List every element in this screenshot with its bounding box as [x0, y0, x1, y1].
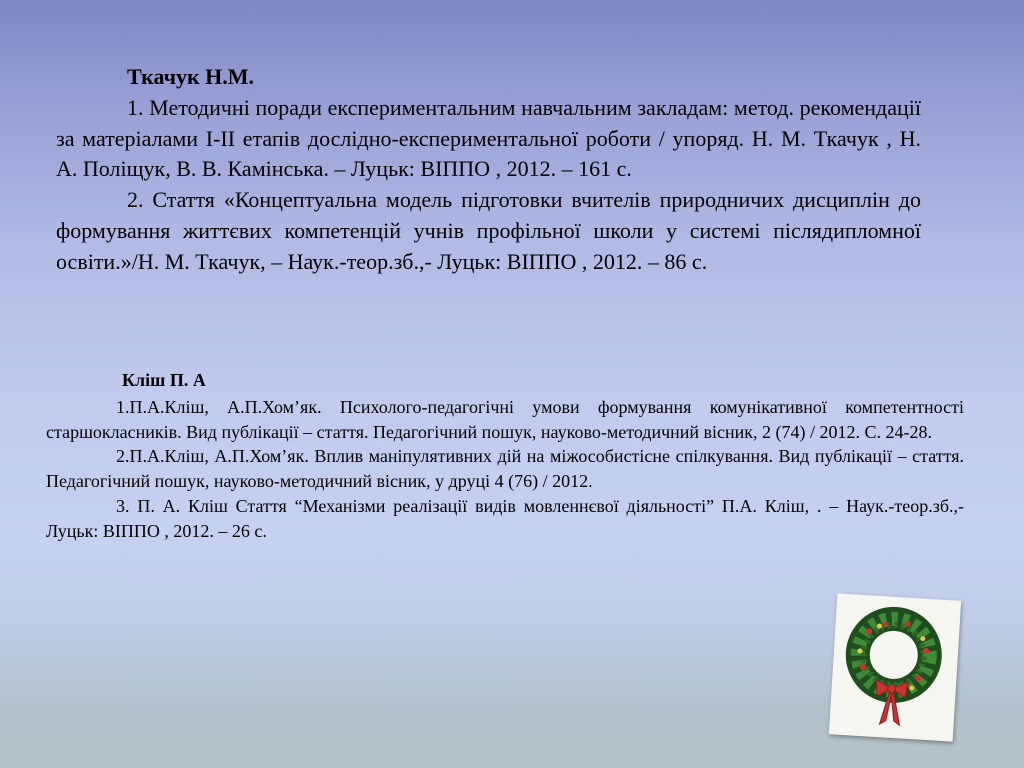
- publication-item: 3. П. А. Кліш Стаття “Механізми реалізації видів мовленнєвої діяльності” П.А. Кліш, . – Наук.-теор.зб.,- Луцьк: ВІППО , 2012. – 26 с.: [46, 495, 964, 541]
- author-heading: Кліш П. А: [122, 370, 206, 390]
- bibliography-section-klish: [46, 368, 964, 544]
- author-heading: Ткачук Н.М.: [127, 64, 255, 89]
- bibliography-section-tkachuk: [56, 62, 921, 278]
- publication-item: 2. Стаття «Концептуальна модель підготовки вчителів природничих дисциплін до формування життєвих компетенцій учнів профільної школи у системі післядипломної освіти.»/Н. М. Ткачук, – Наук.-теор.зб.,- Луцьк: ВІППО , 2012. – 86 с.: [56, 187, 921, 274]
- christmas-wreath-icon: [829, 593, 961, 741]
- publication-item: 1.П.А.Кліш, А.П.Хом’як. Психолого-педагогічні умови формування комунікативної компетентності старшокласників. Вид публікації – стаття. Педагогічний пошук, науково-методичний вісник, 2 (74) / 2012. С. 24-28.: [46, 396, 964, 442]
- publication-item: 2.П.А.Кліш, А.П.Хом’як. Вплив маніпулятивних дій на міжособистісне спілкування. Вид публікації – стаття. Педагогічний пошук, науково-методичний вісник, у друці 4 (76) / 2012.: [46, 446, 964, 492]
- publication-item: 1. Методичні поради експериментальним навчальним закладам: метод. рекомендації за матеріалами І-ІІ етапів дослідно-експериментальної роботи / упоряд. Н. М. Ткачук , Н. А. Поліщук, В. В. Камінська. – Луцьк: ВІППО , 2012. – 161 с.: [56, 94, 921, 182]
